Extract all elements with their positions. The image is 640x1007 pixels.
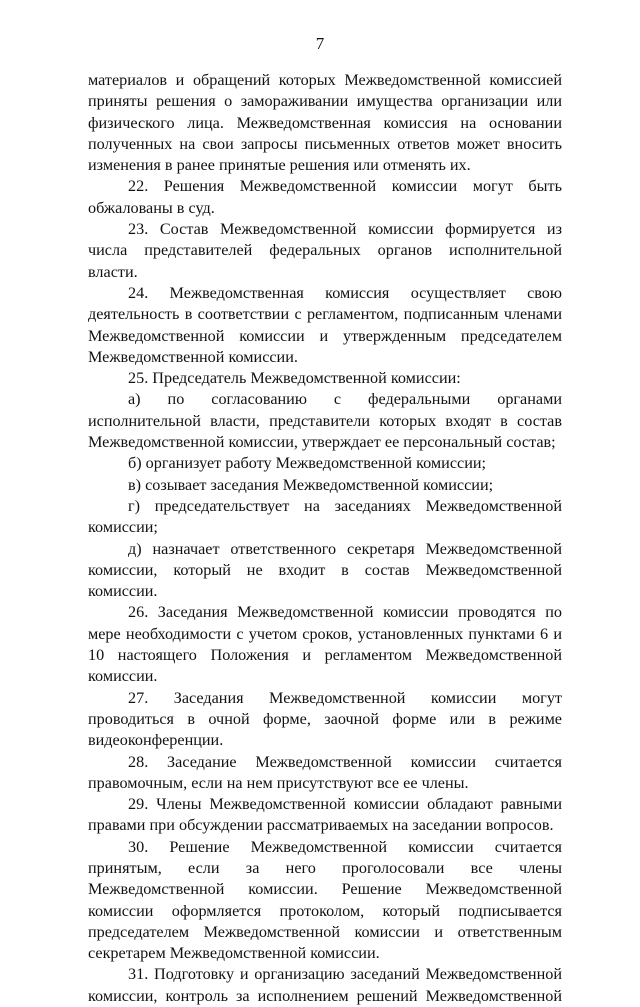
paragraph-item-25a: а) по согласованию с федеральными органами исполнительной власти, представители которых входят в состав Межведомственной комиссии, утверждает ее персональный состав; — [88, 390, 562, 452]
page-number: 7 — [315, 34, 325, 53]
paragraph-item-25g: г) председательствует на заседаниях Межведомственной комиссии; — [88, 496, 562, 537]
paragraph-item-26: 26. Заседания Межведомственной комиссии проводятся по мере необходимости с учетом сроков, установленных пунктами 6 и 10 настоящего Положения и регламентом Межведомственной комиссии. — [88, 603, 562, 686]
paragraph-item-28: 28. Заседание Межведомственной комиссии считается правомочным, если на нем присутствуют все ее члены. — [88, 752, 562, 792]
paragraph-item-31: 31. Подготовку и организацию заседаний Межведомственной комиссии, контроль за исполнением решений Межведомственной — [88, 965, 562, 1005]
paragraph-item-29: 29. Члены Межведомственной комиссии обладают равными правами при обсуждении рассматриваемых на заседании вопросов. — [88, 795, 562, 835]
paragraph-item-25: 25. Председатель Межведомственной комиссии: — [128, 369, 461, 388]
paragraph-continuation: материалов и обращений которых Межведомственной комиссией приняты решения о замораживании имущества организации или физического лица. Межведомственная комиссия на основании полученных на свои запросы письменных ответов может вносить изменения в ранее принятые решения или отменять их. — [88, 71, 562, 175]
paragraph-item-23: 23. Состав Межведомственной комиссии формируется из числа представителей федеральных органов исполнительной власти. — [88, 220, 562, 281]
paragraph-item-22: 22. Решения Межведомственной комиссии могут быть обжалованы в суд. — [88, 177, 562, 217]
document-body — [88, 70, 562, 1007]
paragraph-item-30: 30. Решение Межведомственной комиссии считается принятым, если за него проголосовали все члены Межведомственной комиссии. Решение Межведомственной комиссии оформляется протоколом, который подписывается председателем Межведомственной комиссии и ответственным секретарем Межведомственной комиссии. — [88, 837, 562, 963]
paragraph-item-25d: д) назначает ответственного секретаря Межведомственной комиссии, который не входит в состав Межведомственной комиссии. — [88, 539, 562, 601]
paragraph-item-27: 27. Заседания Межведомственной комиссии могут проводиться в очной форме, заочной форме или в режиме видеоконференции. — [88, 688, 562, 750]
paragraph-item-25b: б) организует работу Межведомственной комиссии; — [128, 454, 487, 473]
paragraph-item-25v: в) созывает заседания Межведомственной комиссии; — [128, 475, 494, 494]
paragraph-item-24: 24. Межведомственная комиссия осуществляет свою деятельность в соответствии с регламентом, подписанным членами Межведомственной комиссии и утвержденным председателем Межведомственной комиссии. — [88, 283, 562, 366]
